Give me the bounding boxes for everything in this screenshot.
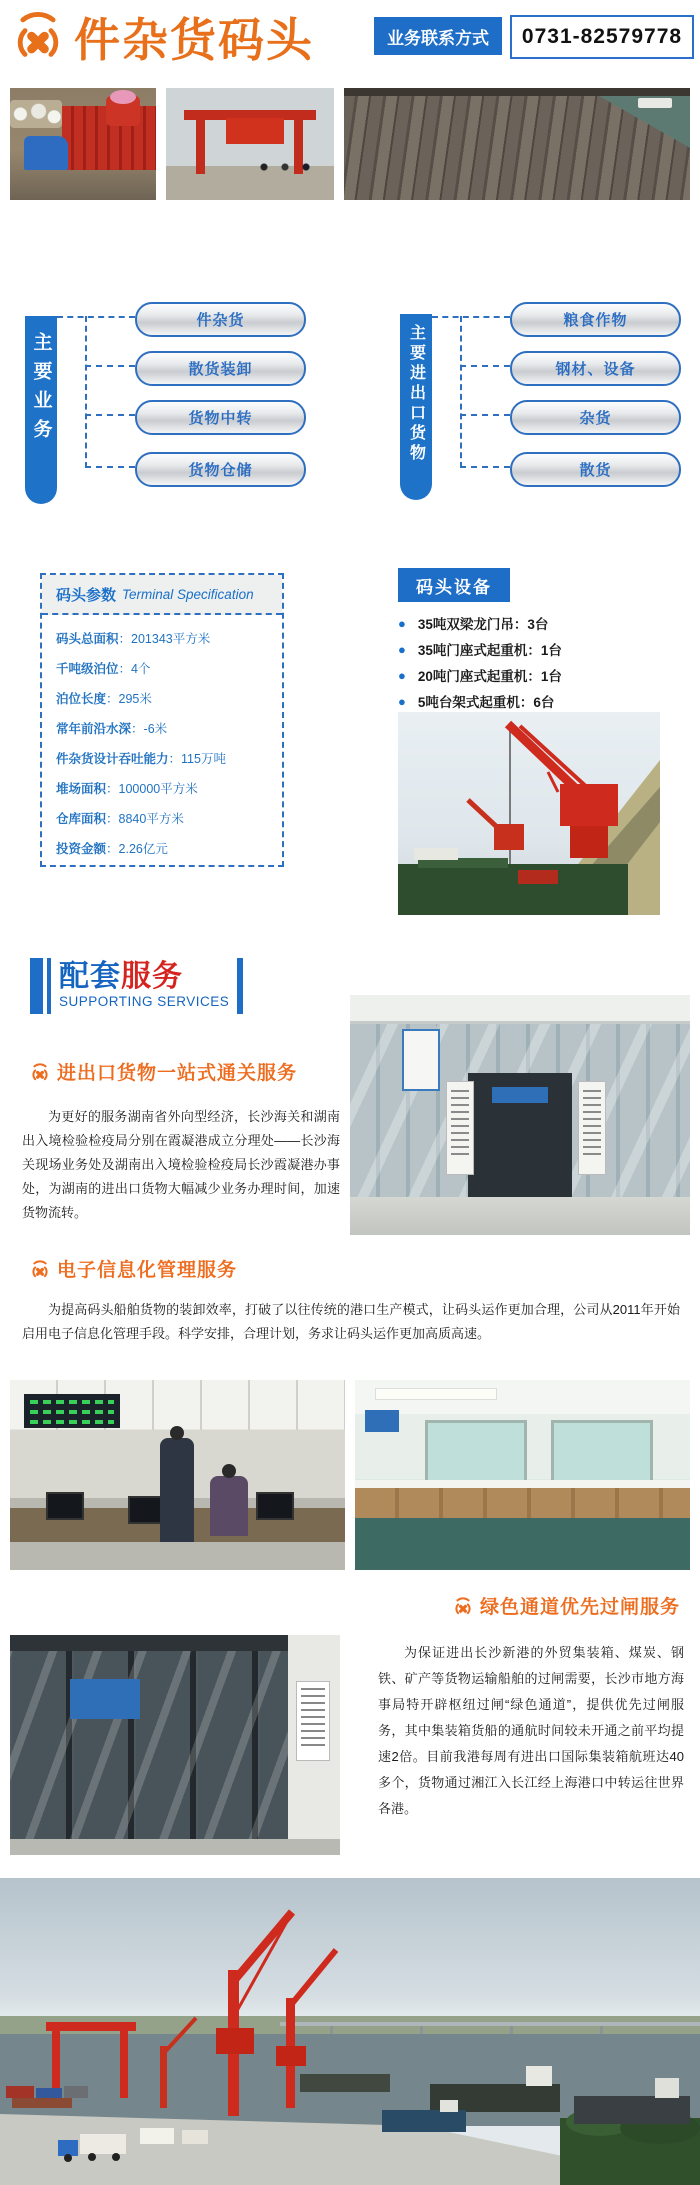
- contact-label: 业务联系方式: [374, 17, 502, 55]
- connector: [460, 365, 510, 367]
- photo-service-counter: [355, 1380, 690, 1570]
- import-export-bar: 主要进出口货物: [400, 314, 432, 500]
- supporting-services-header: [30, 958, 243, 1014]
- decor-bar: [47, 958, 51, 1014]
- photo-port-panorama: [0, 1878, 700, 2185]
- spec-row: 件杂货设计吞吐能力 ： 115万吨: [56, 752, 226, 766]
- phone-number: 0731-82579778: [510, 15, 694, 59]
- counter-top: [355, 1480, 690, 1488]
- spec-row: 千吨级泊位 ： 4个: [56, 662, 151, 676]
- entrance-floor: [10, 1839, 340, 1855]
- spec-row: 堆场面积 ： 100000平方米: [56, 782, 198, 796]
- counter-window: [551, 1420, 653, 1484]
- business-pill-bulk-handling[interactable]: 散货装卸: [135, 351, 306, 386]
- blue-truck-cab: [24, 136, 68, 170]
- goods-pill-grain[interactable]: 粮食作物: [510, 302, 681, 337]
- bullet-icon: ●: [398, 641, 406, 657]
- bullet-icon: ●: [398, 693, 406, 709]
- bullet-icon: ●: [398, 667, 406, 683]
- spec-row: 泊位长度 ： 295米: [56, 692, 152, 706]
- monitor: [46, 1492, 84, 1520]
- business-pill-warehousing[interactable]: 货物仓储: [135, 452, 306, 487]
- spec-row: 投资金额 ： 2.26亿元: [56, 842, 168, 856]
- port-logo-icon: [10, 8, 66, 62]
- spec-row: 码头总面积 ： 201343平方米: [56, 632, 211, 646]
- decor-bar: [30, 958, 43, 1014]
- sign-board: [578, 1081, 606, 1175]
- goods-pill-steel-equipment[interactable]: 钢材、设备: [510, 351, 681, 386]
- circle-x-icon: [30, 1062, 50, 1082]
- building-ceiling: [350, 995, 690, 1024]
- main-business-bar: 主要业务: [25, 316, 57, 504]
- equipment-item: ● 35吨双梁龙门吊：3台: [398, 615, 549, 632]
- blue-sign: [365, 1410, 399, 1432]
- truck-tarp: [110, 90, 136, 104]
- connector: [460, 466, 510, 468]
- spec-row: 常年前沿水深 ： -6米: [56, 722, 168, 736]
- equipment-title: 码头设备: [398, 568, 510, 602]
- crane-illustration: [398, 712, 660, 915]
- sign-board: [446, 1081, 474, 1175]
- spec-row: 仓库面积 ： 8840平方米: [56, 812, 184, 826]
- photo-harbor-crane: [398, 712, 660, 915]
- service-3-title: 绿色通道优先过闸服务: [380, 1592, 680, 1619]
- business-pill-general-cargo[interactable]: 件杂货: [135, 302, 306, 337]
- sign-plate: [296, 1681, 330, 1761]
- panorama-illustration: [0, 1878, 700, 2185]
- spec-title-cn: 码头参数: [56, 586, 117, 604]
- bullet-icon: ●: [398, 615, 406, 631]
- small-boat: [638, 98, 672, 108]
- standing-person: [160, 1438, 194, 1542]
- photo-maritime-office-doors: [10, 1635, 340, 1855]
- service-3-body: 为保证进出长沙新港的外贸集装箱、煤炭、钢铁、矿产等货物运输船舶的过闸需要，长沙市地方海事局特开辟枢纽过闸“绿色通道”，提供优先过闸服务，其中集装箱货船的通航时间较未开通之前平均提速2倍。目前我港每周有进出口国际集装箱航班达40多个，货物通过湘江入长江经上海港口中转运往世界各港。: [378, 1645, 684, 1816]
- ceiling-light: [375, 1388, 497, 1400]
- terminal-spec-header: [42, 575, 282, 615]
- hanging-banner: [402, 1029, 440, 1091]
- service-1-title: 进出口货物一站式通关服务: [30, 1058, 297, 1085]
- page-title: 件杂货码头: [74, 14, 314, 66]
- service-2-title: 电子信息化管理服务: [30, 1255, 237, 1282]
- barge-edge: [344, 88, 690, 96]
- business-pill-transshipment[interactable]: 货物中转: [135, 400, 306, 435]
- monitor: [256, 1492, 294, 1520]
- connector: [460, 414, 510, 416]
- supporting-subtitle: SUPPORTING SERVICES: [59, 994, 230, 1009]
- photo-trucks-loading: [10, 88, 156, 200]
- person-head: [222, 1464, 236, 1478]
- connector: [85, 414, 135, 416]
- person-head: [170, 1426, 184, 1440]
- goods-pill-general[interactable]: 杂货: [510, 400, 681, 435]
- equipment-list: [398, 610, 678, 714]
- led-display: [24, 1394, 120, 1428]
- circle-x-icon: [30, 1259, 50, 1279]
- cargo-sacks: [10, 100, 62, 128]
- connector: [57, 316, 135, 318]
- crane-cargo: [226, 118, 284, 144]
- service-1-body: 为更好的服务湖南省外向型经济，长沙海关和湖南出入境检验检疫局分别在霞凝港成立分理处——长沙海关现场业务处及湖南出入境检验检疫局长沙霞凝港办事处，为湖南的进出口货物大幅减少业务办理时间，加速货物流转。: [22, 1109, 340, 1220]
- connector: [460, 316, 462, 468]
- photo-dispatch-office: [10, 1380, 345, 1570]
- river-water: [540, 88, 690, 148]
- photo-customs-office-entrance: [350, 995, 690, 1235]
- connector: [85, 466, 135, 468]
- counter-base: [355, 1518, 690, 1570]
- equipment-item: ● 35吨门座式起重机：1台: [398, 641, 562, 658]
- counter-wood-panel: [355, 1488, 690, 1518]
- connector: [85, 365, 135, 367]
- workers: [258, 162, 318, 172]
- spec-rows: [42, 615, 282, 863]
- seated-person: [210, 1476, 248, 1536]
- equipment-item: ● 20吨门座式起重机：1台: [398, 667, 562, 684]
- blue-sign: [492, 1087, 548, 1103]
- counter-window: [425, 1420, 527, 1484]
- terminal-spec-panel: [40, 573, 284, 867]
- blue-sign: [70, 1679, 140, 1719]
- spec-title-en: Terminal Specification: [122, 586, 254, 602]
- photo-gantry-crane: [166, 88, 334, 200]
- photo-timber-barge: [344, 88, 690, 200]
- equipment-item: ● 5吨台架式起重机：6台: [398, 693, 555, 710]
- connector: [432, 316, 510, 318]
- entrance-floor: [350, 1197, 690, 1235]
- supporting-title: 配套服务: [59, 960, 183, 993]
- goods-pill-bulk[interactable]: 散货: [510, 452, 681, 487]
- circle-x-icon: [453, 1596, 473, 1616]
- service-2-body: 为提高码头船舶货物的装卸效率，打破了以往传统的港口生产模式，让码头运作更加合理，公司从2011年开始启用电子信息化管理手段。科学安排，合理计划，务求让码头运作更加高质高速。: [22, 1302, 680, 1341]
- decor-bar: [237, 958, 243, 1014]
- connector: [85, 316, 87, 468]
